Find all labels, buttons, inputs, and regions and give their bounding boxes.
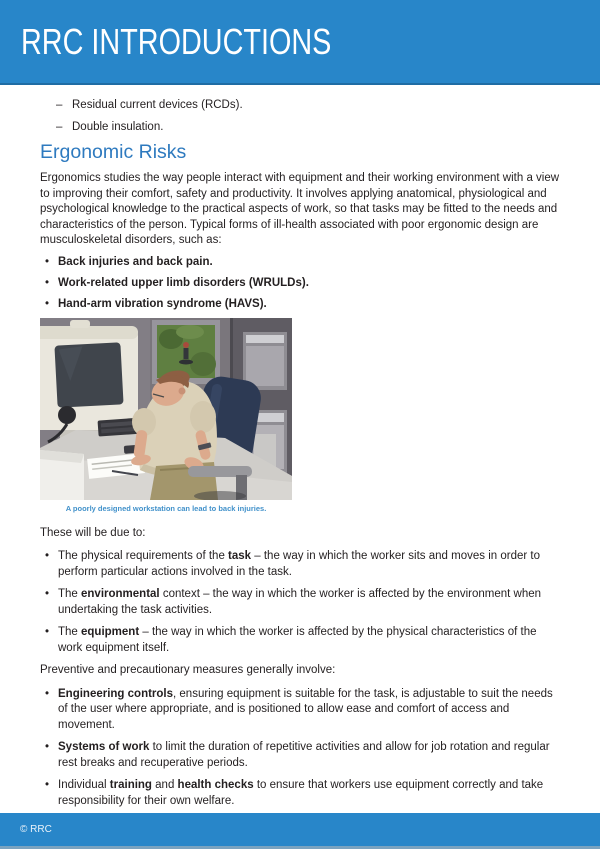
page-title: RRC INTRODUCTIONS bbox=[21, 20, 332, 62]
section-heading-ergonomic-risks: Ergonomic Risks bbox=[40, 141, 187, 163]
page-content bbox=[0, 85, 600, 809]
list-item bbox=[45, 297, 560, 313]
list-item-text: Engineering controls, ensuring equipment is suitable for the task, is adjustable to suit the needs of the user where appropriate, and is positioned to allow ease and comfort of access and movement. bbox=[58, 687, 553, 731]
causes-intro: These will be due to: bbox=[40, 526, 146, 539]
bullet-marker: • bbox=[45, 550, 50, 563]
bullet-marker: • bbox=[45, 626, 50, 639]
list-item-text: Hand-arm vibration syndrome (HAVS). bbox=[58, 297, 267, 310]
workstation-photo-illustration bbox=[40, 318, 292, 500]
list-item-text: Work-related upper limb disorders (WRULDs). bbox=[58, 276, 309, 289]
copyright-text: © RRC bbox=[20, 824, 52, 835]
causes-list bbox=[45, 549, 560, 656]
list-item bbox=[45, 740, 560, 771]
photo-caption: A poorly designed workstation can lead to back injuries. bbox=[65, 503, 267, 513]
disorder-list bbox=[45, 255, 560, 313]
page-footer-banner bbox=[0, 813, 600, 849]
bullet-marker: • bbox=[45, 588, 50, 601]
list-item-text: Residual current devices (RCDs). bbox=[72, 99, 243, 111]
list-item bbox=[45, 587, 560, 618]
workstation-photo-figure bbox=[40, 318, 292, 513]
bullet-marker: • bbox=[45, 741, 50, 754]
list-item bbox=[45, 687, 560, 734]
microphone bbox=[58, 406, 76, 424]
measures-list bbox=[45, 687, 560, 810]
list-item-text: Systems of work to limit the duration of repetitive activities and allow for job rotation and regular rest breaks and recuperative periods. bbox=[58, 741, 550, 769]
list-item bbox=[56, 120, 560, 136]
bullet-marker: • bbox=[45, 297, 50, 310]
list-item bbox=[45, 549, 560, 580]
paper-tray bbox=[40, 450, 84, 500]
list-item bbox=[45, 778, 560, 809]
dash-marker: – bbox=[56, 120, 63, 133]
list-item-text: The physical requirements of the task – the way in which the worker sits and moves in order to perform particular actions involved in the task. bbox=[58, 550, 540, 578]
list-item bbox=[45, 625, 560, 656]
list-item-text: The equipment – the way in which the worker is affected by the physical characteristics of the work equipment itself. bbox=[58, 626, 537, 654]
residual-protection-list bbox=[56, 98, 560, 135]
list-item-text: The environmental context – the way in which the worker is affected by the environment when undertaking the task activities. bbox=[58, 588, 542, 616]
dash-marker: – bbox=[56, 99, 63, 111]
measures-intro: Preventive and precautionary measures generally involve: bbox=[40, 664, 336, 677]
bullet-marker: • bbox=[45, 276, 50, 289]
ear bbox=[179, 387, 186, 394]
bullet-marker: • bbox=[45, 687, 50, 700]
ergonomics-intro-paragraph: Ergonomics studies the way people interact with equipment and their working environment with a view to improving their comfort, safety and productivity. It involves applying anatomical, physiological and psychological knowledge to the practical aspects of work, so that tasks may be fitted to the needs and characteristics of the person. Typical forms of ill-health associated with poor ergonomic design are musculoskeletal disorders, such as: bbox=[40, 172, 560, 247]
list-item-text: Back injuries and back pain. bbox=[58, 255, 213, 268]
list-item-text: Individual training and health checks to ensure that workers use equipment correctly and take responsibility for their own welfare. bbox=[58, 779, 544, 807]
list-item bbox=[56, 98, 560, 114]
list-item-text: Double insulation. bbox=[72, 120, 164, 133]
bullet-marker: • bbox=[45, 255, 50, 268]
bullet-marker: • bbox=[45, 779, 50, 792]
list-item bbox=[45, 276, 560, 292]
list-item bbox=[45, 255, 560, 271]
page-header-banner bbox=[0, 0, 600, 85]
